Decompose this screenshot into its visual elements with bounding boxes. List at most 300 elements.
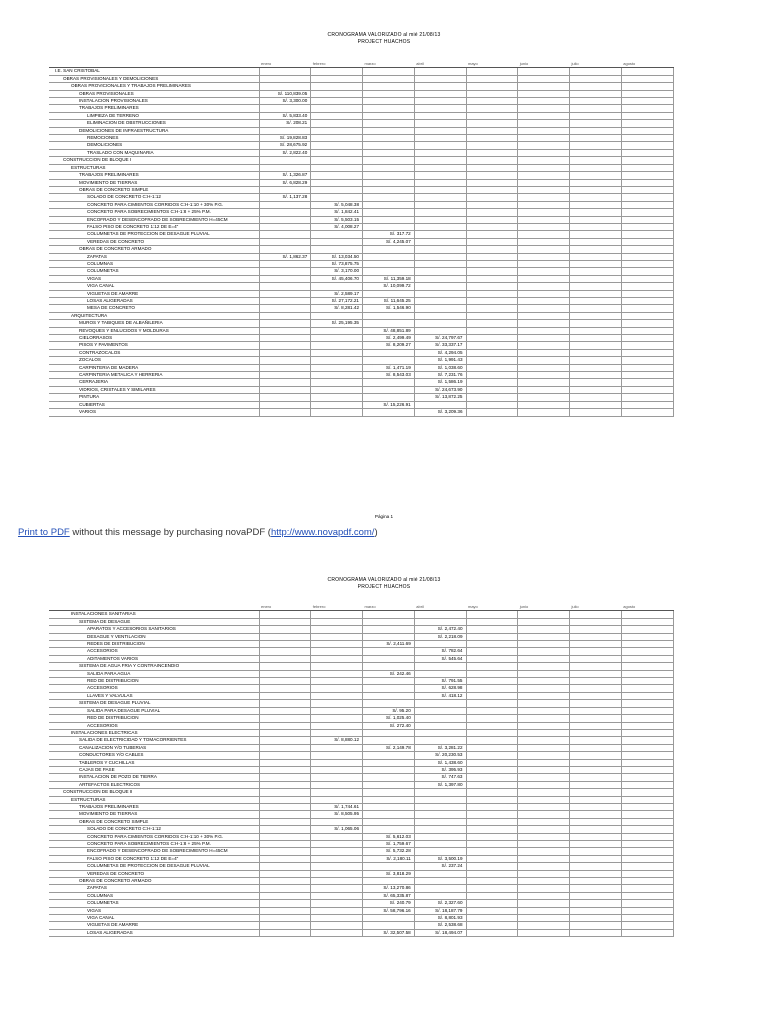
- month-value: [414, 223, 466, 230]
- month-value: [621, 312, 673, 319]
- month-value: [570, 841, 622, 848]
- month-value: [621, 633, 673, 640]
- month-value: [518, 349, 570, 356]
- table-row: [49, 342, 673, 349]
- month-value: [363, 878, 415, 885]
- month-value: [414, 275, 466, 282]
- month-value: [311, 364, 363, 371]
- month-value: [311, 194, 363, 201]
- month-value: [518, 789, 570, 796]
- task-name: SALIDA DE ELECTRICIDAD Y TOMACORRIENTES: [49, 737, 259, 744]
- month-value: [621, 135, 673, 142]
- month-value: [259, 900, 311, 907]
- table-row: [49, 135, 673, 142]
- month-value: [621, 394, 673, 401]
- table-row: [49, 818, 673, 825]
- month-value: [311, 692, 363, 699]
- month-value: [518, 90, 570, 97]
- month-value: [621, 863, 673, 870]
- month-value: [414, 796, 466, 803]
- month-value: S/. 5,048.38: [311, 201, 363, 208]
- month-value: [518, 320, 570, 327]
- month-value: [621, 744, 673, 751]
- month-value: [414, 789, 466, 796]
- month-value: [621, 120, 673, 127]
- task-name: VIGA CANAL: [49, 283, 259, 290]
- table-row: [49, 283, 673, 290]
- month-value: [466, 715, 518, 722]
- month-value: S/. 1,546.90: [363, 305, 415, 312]
- month-header: agosto: [621, 61, 673, 68]
- month-value: [570, 260, 622, 267]
- month-value: [466, 135, 518, 142]
- month-value: [621, 90, 673, 97]
- month-value: [466, 685, 518, 692]
- month-value: [259, 722, 311, 729]
- month-value: [570, 811, 622, 818]
- month-value: [363, 157, 415, 164]
- month-value: [518, 922, 570, 929]
- table-row: [49, 848, 673, 855]
- table-row: [49, 841, 673, 848]
- month-value: [311, 127, 363, 134]
- month-value: [363, 260, 415, 267]
- month-value: [518, 186, 570, 193]
- month-value: S/. 11,645.25: [363, 298, 415, 305]
- month-value: S/. 2,218.09: [414, 633, 466, 640]
- month-value: [414, 641, 466, 648]
- month-value: [466, 922, 518, 929]
- table-row: [49, 164, 673, 171]
- task-name: SALIDA PARA AGUA: [49, 670, 259, 677]
- month-value: [363, 253, 415, 260]
- month-value: [621, 342, 673, 349]
- month-value: [363, 818, 415, 825]
- month-value: S/. 25,195.35: [311, 320, 363, 327]
- month-value: [518, 98, 570, 105]
- month-value: [621, 209, 673, 216]
- month-value: S/. 2,327.60: [414, 900, 466, 907]
- month-value: [363, 142, 415, 149]
- month-value: S/. 58,796.16: [363, 907, 415, 914]
- month-value: [259, 663, 311, 670]
- month-header: mayo: [466, 604, 518, 611]
- task-name: CONCRETO PARA SOBRECIMIENTOS C:H-1:8 + 25% P.M.: [49, 209, 259, 216]
- task-name: CERRAJERIA: [49, 379, 259, 386]
- month-value: [621, 885, 673, 892]
- table-row: [49, 700, 673, 707]
- month-header-row: [49, 61, 673, 68]
- month-header: abril: [414, 604, 466, 611]
- month-value: [621, 611, 673, 618]
- task-name: REMOCIONES: [49, 135, 259, 142]
- month-value: [259, 157, 311, 164]
- month-value: [311, 394, 363, 401]
- month-value: [414, 290, 466, 297]
- month-value: [466, 870, 518, 877]
- table-row: [49, 789, 673, 796]
- month-value: [363, 922, 415, 929]
- month-value: [259, 201, 311, 208]
- month-value: [570, 648, 622, 655]
- month-value: [363, 633, 415, 640]
- month-value: S/. 33,337.17: [414, 342, 466, 349]
- month-value: [621, 357, 673, 364]
- month-value: [570, 929, 622, 936]
- month-value: [518, 766, 570, 773]
- month-value: [311, 766, 363, 773]
- month-value: [621, 848, 673, 855]
- month-value: [259, 929, 311, 936]
- month-value: [570, 633, 622, 640]
- month-value: S/. 65,335.87: [363, 892, 415, 899]
- month-value: [363, 135, 415, 142]
- month-value: [570, 848, 622, 855]
- task-name: MOVIMIENTO DE TIERRAS: [49, 179, 259, 186]
- table-row: [49, 268, 673, 275]
- month-value: S/. 8,281.42: [311, 305, 363, 312]
- month-value: [621, 855, 673, 862]
- month-value: S/. 5,833.40: [259, 112, 311, 119]
- month-value: [363, 915, 415, 922]
- month-value: [621, 268, 673, 275]
- month-value: [414, 186, 466, 193]
- month-value: S/. 11,359.18: [363, 275, 415, 282]
- month-value: [621, 729, 673, 736]
- month-value: [570, 789, 622, 796]
- month-value: [311, 149, 363, 156]
- month-value: [311, 179, 363, 186]
- task-name: COLUMNETAS DE PROTECCION DE DESAGUE PLUVIAL: [49, 863, 259, 870]
- task-name: CUBIERTAS: [49, 401, 259, 408]
- month-value: [621, 907, 673, 914]
- month-value: [518, 223, 570, 230]
- month-value: S/. 1,397.80: [414, 781, 466, 788]
- task-name: SISTEMA DE DESAGUE PLUVIAL: [49, 700, 259, 707]
- task-name: CONSTRUCCION DE BLOQUE I: [49, 157, 259, 164]
- month-value: [570, 194, 622, 201]
- month-value: [518, 870, 570, 877]
- month-value: [621, 401, 673, 408]
- document-page-2: [0, 575, 768, 1024]
- month-value: S/. 13,872.25: [414, 394, 466, 401]
- table-row: [49, 729, 673, 736]
- month-value: [518, 611, 570, 618]
- month-value: [259, 648, 311, 655]
- table-row: [49, 929, 673, 936]
- month-value: S/. 1,744.61: [311, 803, 363, 810]
- month-value: [311, 120, 363, 127]
- month-value: [570, 922, 622, 929]
- table-row: [49, 611, 673, 618]
- month-value: [311, 885, 363, 892]
- month-value: [259, 826, 311, 833]
- month-value: S/. 1,862.37: [259, 253, 311, 260]
- month-value: [570, 678, 622, 685]
- month-value: [466, 209, 518, 216]
- month-value: [363, 811, 415, 818]
- month-value: [570, 216, 622, 223]
- month-value: [518, 863, 570, 870]
- month-value: S/. 110,839.05: [259, 90, 311, 97]
- month-value: S/. 3,170.00: [311, 268, 363, 275]
- month-value: [259, 394, 311, 401]
- month-value: [259, 811, 311, 818]
- month-value: [259, 774, 311, 781]
- month-value: [518, 164, 570, 171]
- month-value: [311, 678, 363, 685]
- month-value: [414, 260, 466, 267]
- month-value: [466, 707, 518, 714]
- task-name: RED DE DISTRIBUCION: [49, 715, 259, 722]
- month-value: [259, 298, 311, 305]
- month-value: [414, 803, 466, 810]
- month-value: S/. 3,300.00: [259, 98, 311, 105]
- month-value: S/. 2,180.11: [363, 855, 415, 862]
- month-value: [466, 394, 518, 401]
- month-value: [466, 618, 518, 625]
- month-value: [363, 663, 415, 670]
- month-value: [466, 268, 518, 275]
- month-value: [311, 670, 363, 677]
- month-value: [259, 127, 311, 134]
- month-value: [621, 774, 673, 781]
- month-value: [259, 848, 311, 855]
- month-value: [621, 707, 673, 714]
- month-value: [518, 172, 570, 179]
- month-value: [466, 246, 518, 253]
- month-value: [363, 312, 415, 319]
- month-value: S/. 4,008.27: [311, 223, 363, 230]
- table-row: [49, 915, 673, 922]
- month-value: S/. 5,612.03: [363, 833, 415, 840]
- month-value: S/. 2,589.17: [311, 290, 363, 297]
- month-value: [414, 157, 466, 164]
- month-value: [311, 135, 363, 142]
- month-value: [311, 833, 363, 840]
- task-name: ADITAMENTOS VARIOS: [49, 655, 259, 662]
- month-value: [570, 774, 622, 781]
- task-name: DEMOLICIONES: [49, 142, 259, 149]
- month-value: [259, 855, 311, 862]
- task-name: CONDUCTORES Y/O CABLES: [49, 752, 259, 759]
- month-value: [363, 379, 415, 386]
- table-row: [49, 870, 673, 877]
- month-value: [363, 685, 415, 692]
- month-value: S/. 73,875.75: [311, 260, 363, 267]
- month-value: [621, 789, 673, 796]
- month-value: S/. 10,099.72: [363, 283, 415, 290]
- month-value: [570, 320, 622, 327]
- month-value: [259, 707, 311, 714]
- month-value: S/. 4,245.07: [363, 238, 415, 245]
- month-value: [518, 379, 570, 386]
- month-value: [621, 305, 673, 312]
- month-value: [621, 372, 673, 379]
- month-value: [414, 401, 466, 408]
- month-value: [466, 626, 518, 633]
- table-row: [49, 826, 673, 833]
- task-name: VIGAS: [49, 907, 259, 914]
- table-row: [49, 744, 673, 751]
- month-value: S/. 95.20: [363, 707, 415, 714]
- month-value: [466, 90, 518, 97]
- task-name: CONTRAZOCALOS: [49, 349, 259, 356]
- month-value: [363, 194, 415, 201]
- month-value: [518, 394, 570, 401]
- month-value: [259, 685, 311, 692]
- month-value: [570, 349, 622, 356]
- month-value: [570, 372, 622, 379]
- month-value: [570, 142, 622, 149]
- month-value: [259, 364, 311, 371]
- page-number: Página 1: [374, 514, 394, 519]
- month-value: [259, 870, 311, 877]
- month-value: [621, 781, 673, 788]
- month-value: [259, 335, 311, 342]
- month-value: [363, 164, 415, 171]
- task-name: OBRAS PROVICIONALES Y TRABAJOS PRELIMINARES: [49, 83, 259, 90]
- month-value: [621, 112, 673, 119]
- task-name: COLUMNETAS: [49, 900, 259, 907]
- month-value: [518, 648, 570, 655]
- month-value: [414, 142, 466, 149]
- month-value: [466, 737, 518, 744]
- month-value: S/. 1,842.41: [311, 209, 363, 216]
- task-name: ZAPATAS: [49, 885, 259, 892]
- month-value: [621, 915, 673, 922]
- month-value: [518, 700, 570, 707]
- month-value: [570, 268, 622, 275]
- task-name: TRABAJOS PRELIMINARES: [49, 172, 259, 179]
- month-value: [466, 663, 518, 670]
- month-value: [466, 878, 518, 885]
- table-row: [49, 878, 673, 885]
- month-value: [621, 678, 673, 685]
- month-value: [414, 75, 466, 82]
- table-row: [49, 692, 673, 699]
- task-name: ACCESORIOS: [49, 685, 259, 692]
- month-value: [518, 357, 570, 364]
- task-name: CAJAS DE PASE: [49, 766, 259, 773]
- month-value: [570, 759, 622, 766]
- table-row: [49, 90, 673, 97]
- print-to-pdf-link[interactable]: Print to PDF: [18, 527, 70, 538]
- month-value: [518, 759, 570, 766]
- month-value: [311, 98, 363, 105]
- month-value: [414, 312, 466, 319]
- month-value: [414, 327, 466, 334]
- task-name: ACCESORIOS: [49, 648, 259, 655]
- month-value: [363, 172, 415, 179]
- month-value: [363, 618, 415, 625]
- month-value: S/. 8,543.03: [363, 372, 415, 379]
- month-value: [414, 112, 466, 119]
- month-value: S/. 2,411.69: [363, 641, 415, 648]
- month-value: [311, 312, 363, 319]
- table-row: [49, 238, 673, 245]
- month-value: [311, 112, 363, 119]
- month-value: [311, 641, 363, 648]
- task-name: RED DE DISTRIBUCION: [49, 678, 259, 685]
- task-name: LOSAS ALIGERADAS: [49, 298, 259, 305]
- month-value: [570, 98, 622, 105]
- table-row: [49, 209, 673, 216]
- month-value: [466, 766, 518, 773]
- month-value: [621, 290, 673, 297]
- month-value: [311, 841, 363, 848]
- month-value: [259, 907, 311, 914]
- table-row: [49, 759, 673, 766]
- month-value: [363, 796, 415, 803]
- month-value: [259, 915, 311, 922]
- month-value: [621, 715, 673, 722]
- month-value: [621, 379, 673, 386]
- month-value: [311, 238, 363, 245]
- month-value: [311, 848, 363, 855]
- month-value: [621, 752, 673, 759]
- month-value: [363, 120, 415, 127]
- month-value: [311, 752, 363, 759]
- month-value: [466, 372, 518, 379]
- report-title: CRONOGRAMA VALORIZADO al mié 21/08/13: [327, 32, 441, 38]
- month-value: [518, 803, 570, 810]
- month-value: [466, 179, 518, 186]
- month-value: [363, 863, 415, 870]
- month-value: [466, 744, 518, 751]
- month-value: [570, 722, 622, 729]
- month-value: [621, 692, 673, 699]
- month-value: [518, 246, 570, 253]
- month-value: [311, 700, 363, 707]
- month-value: [363, 112, 415, 119]
- month-value: [570, 231, 622, 238]
- table-row: [49, 722, 673, 729]
- month-value: [518, 327, 570, 334]
- month-value: [363, 186, 415, 193]
- month-value: [570, 298, 622, 305]
- month-value: [570, 907, 622, 914]
- month-value: [518, 663, 570, 670]
- month-value: [311, 172, 363, 179]
- month-value: [466, 885, 518, 892]
- table-row: [49, 678, 673, 685]
- month-value: [570, 135, 622, 142]
- month-value: [518, 900, 570, 907]
- table-row: [49, 120, 673, 127]
- task-name: I.E. SAN CRISTOBAL: [49, 68, 259, 75]
- month-value: [570, 744, 622, 751]
- month-value: [414, 737, 466, 744]
- task-name: COLUMNETAS: [49, 268, 259, 275]
- table-row: [49, 157, 673, 164]
- month-value: S/. 18,494.07: [414, 929, 466, 936]
- month-value: [414, 885, 466, 892]
- month-value: [621, 818, 673, 825]
- month-value: [311, 327, 363, 334]
- novapdf-link[interactable]: http://www.novapdf.com/: [270, 527, 375, 538]
- table-row: [49, 655, 673, 662]
- month-value: [311, 789, 363, 796]
- month-value: [363, 83, 415, 90]
- table-row: [49, 112, 673, 119]
- month-value: [466, 752, 518, 759]
- month-value: [518, 915, 570, 922]
- task-name: LLAVES Y VALVULAS: [49, 692, 259, 699]
- month-value: [311, 83, 363, 90]
- month-value: [570, 327, 622, 334]
- month-value: [518, 342, 570, 349]
